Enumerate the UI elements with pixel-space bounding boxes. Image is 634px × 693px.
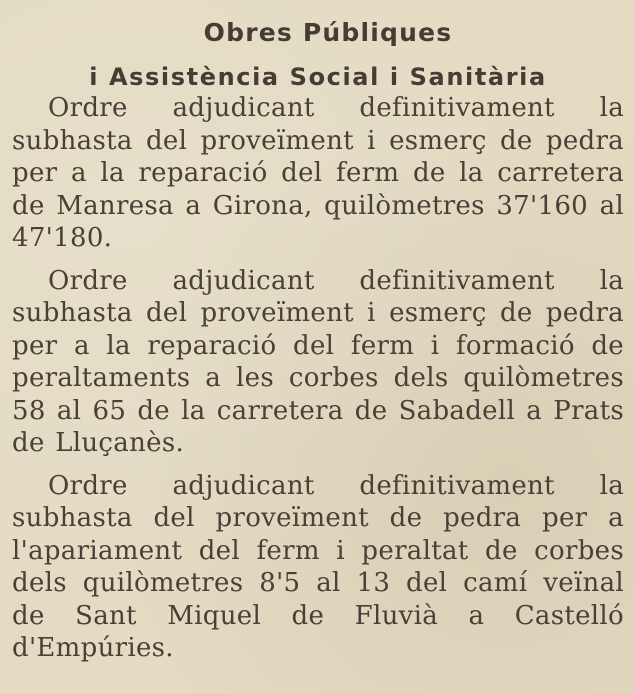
order-paragraph-2: Ordre adjudicant definitivament la subhasta del proveïment i esmerç de pedra per a la reparació del ferm i formació de peraltaments a les corbes dels quilòmetres 58 al 65 de la carretera de Sabadell a Prats de Lluçanès. [12, 265, 624, 458]
section-subtitle: i Assistència Social i Sanitària [89, 63, 547, 91]
order-paragraph-1: Ordre adjudicant definitivament la subhasta del proveïment i esmerç de pedra per a la reparació del ferm de la carretera de Manresa a Girona, quilòmetres 37'160 al 47'180. [12, 93, 624, 253]
order-paragraph-3: Ordre adjudicant definitivament la subhasta del proveïment de pedra per a l'apariament del ferm i peraltat de corbes dels quilòmetres 8'5 al 13 del camí veïnal de Sant Miquel de Fluvià a Castelló d'Empúries. [12, 470, 624, 663]
section-title: Obres Públiques [203, 18, 453, 47]
